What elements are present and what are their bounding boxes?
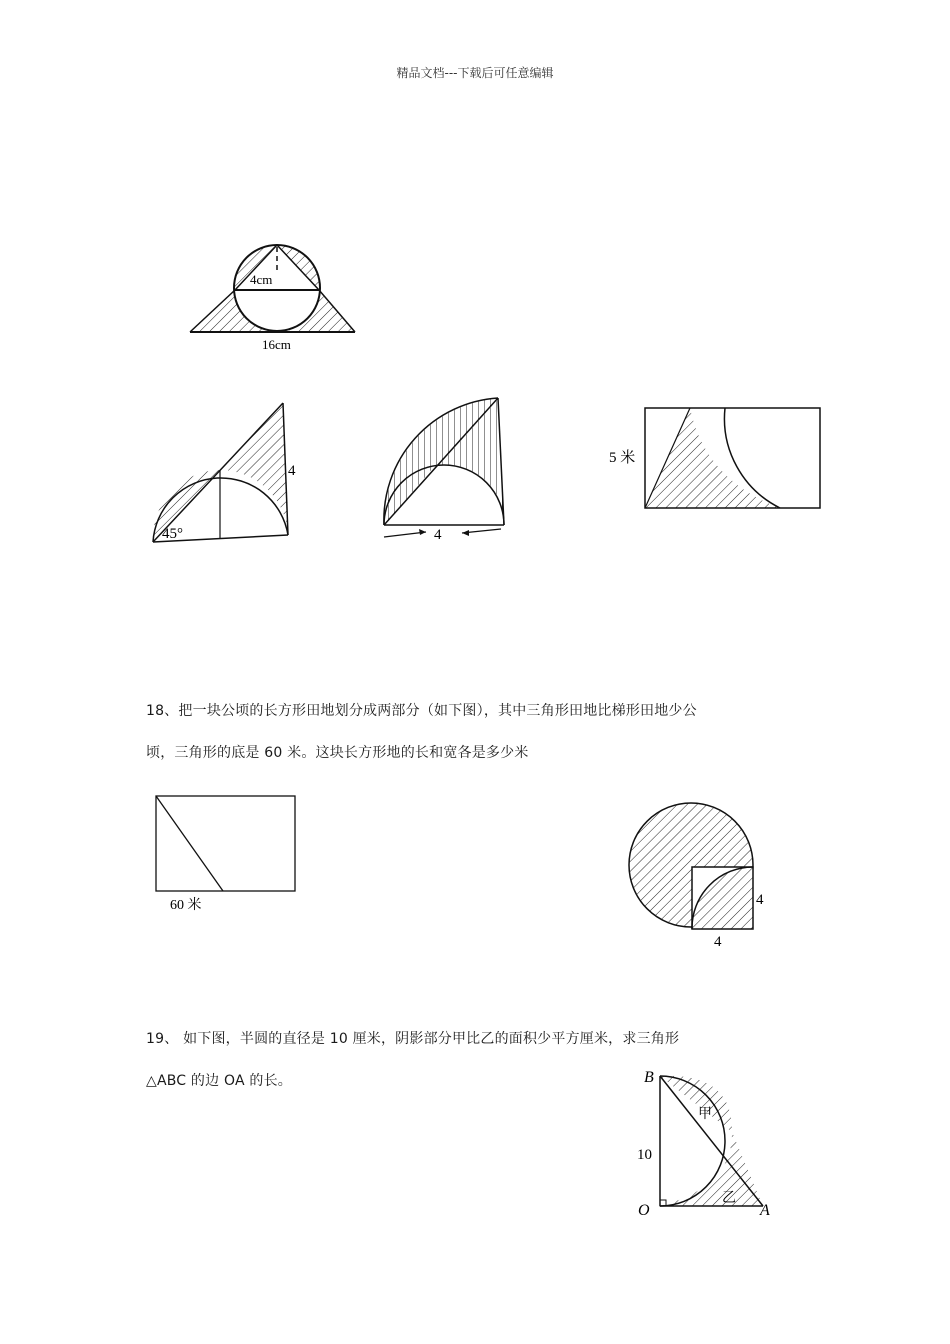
figure-quarter-circle: [376, 392, 516, 547]
label-10: 10: [637, 1147, 652, 1163]
figure-q19-triangle: [628, 1062, 778, 1222]
label-B: B: [644, 1069, 654, 1086]
q19-line1: 19、 如下图，半圆的直径是 10 厘米，阴影部分甲比乙的面积少平方厘米，求三角形: [146, 1031, 680, 1047]
label-4-bottom: 4: [714, 934, 722, 950]
q18-line1: 18、把一块公顷的长方形田地划分成两部分（如下图），其中三角形田地比梯形田地少公: [146, 703, 697, 719]
label-jia: 甲: [698, 1107, 712, 1122]
label-5m: 5 米: [609, 450, 636, 466]
q19-line2: △ABC 的边 OA 的长。: [146, 1073, 292, 1089]
label-45deg: 45°: [162, 526, 183, 542]
q18-line2: 顷，三角形的底是 60 米。这块长方形地的长和宽各是多少米: [146, 745, 529, 761]
figure-circle-square: [622, 800, 772, 960]
figure-semicircle-45: [145, 395, 315, 555]
figure-q18-rectangle: [150, 790, 305, 915]
label-4-side: 4: [288, 463, 296, 479]
figure-rectangle-arc: [605, 400, 825, 515]
label-16cm: 16cm: [262, 337, 291, 352]
label-60m: 60 米: [170, 898, 202, 913]
label-4cm: 4cm: [250, 272, 273, 287]
page-header: 精品文档---下载后可任意编辑: [396, 66, 554, 80]
label-A: A: [760, 1202, 770, 1219]
figure-circle-triangle: [180, 232, 390, 357]
label-4-right: 4: [756, 892, 764, 908]
label-4-width: 4: [434, 527, 442, 543]
label-yi: 乙: [722, 1191, 736, 1206]
label-O: O: [638, 1202, 650, 1219]
